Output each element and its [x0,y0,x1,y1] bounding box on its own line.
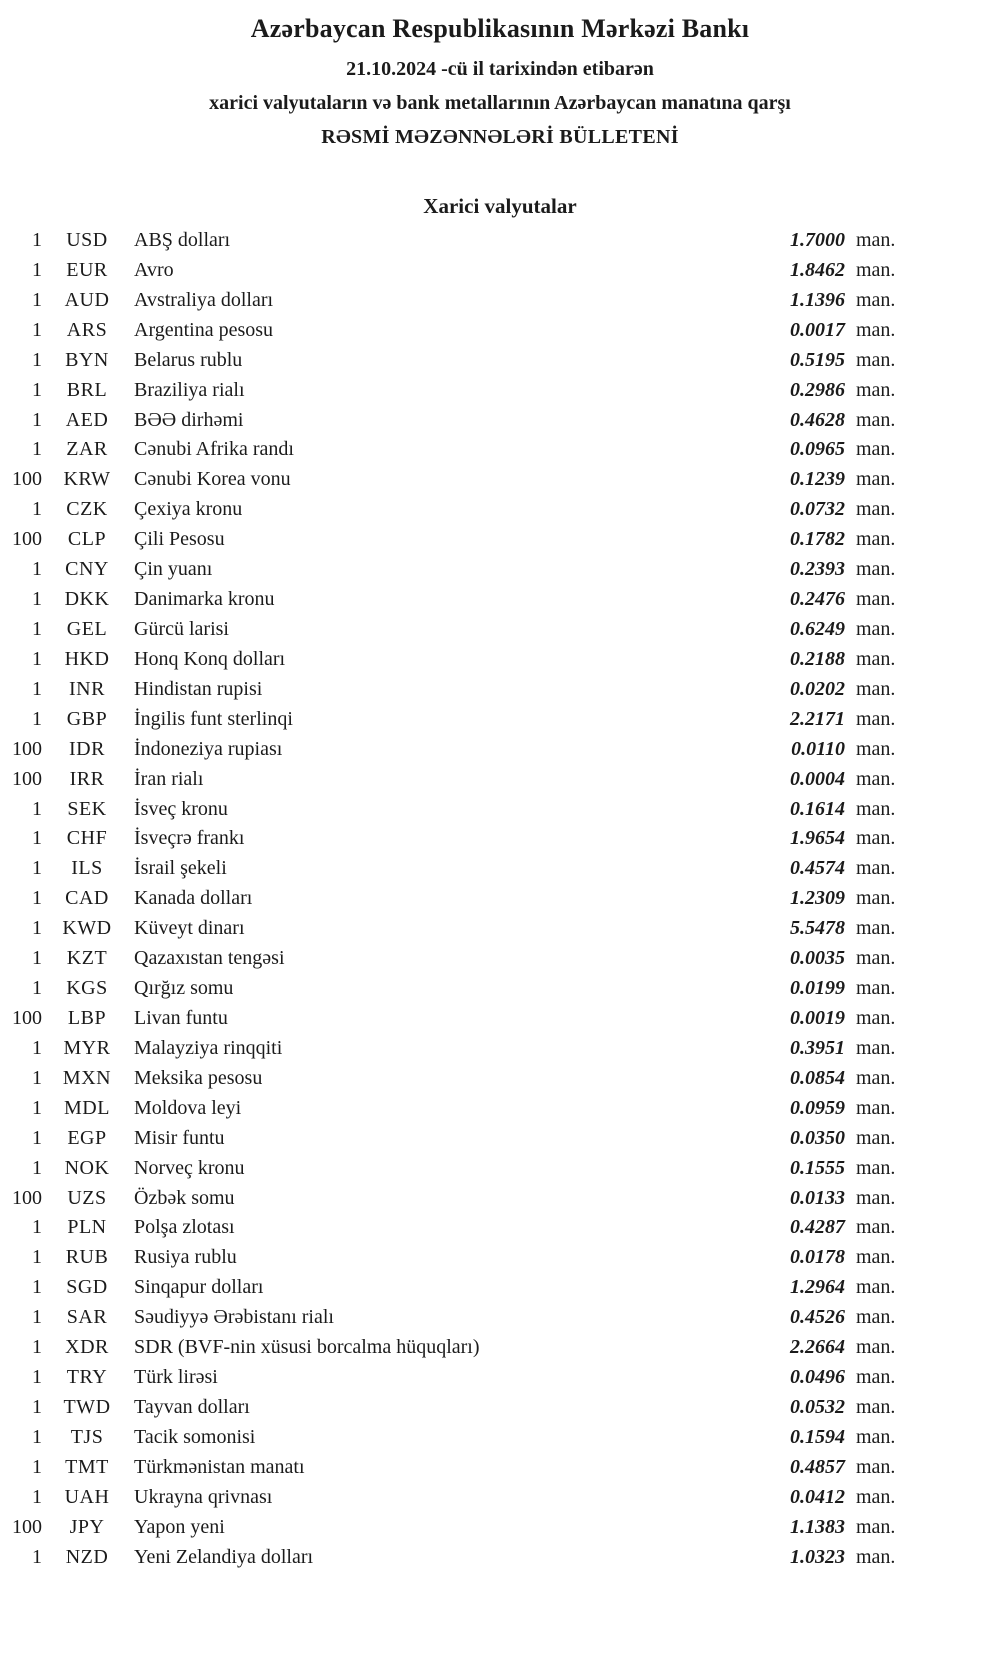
currency-rate: 1.1396 [790,288,845,311]
currency-name: Sinqapur dolları [134,1276,264,1299]
table-row [0,824,916,854]
currency-rate: 0.6249 [790,617,845,640]
currency-name: BƏƏ dirhəmi [134,408,244,431]
currency-qty: 1 [32,827,42,850]
currency-name: Avro [134,258,174,281]
currency-unit: man. [856,857,896,880]
table-row [0,1273,916,1303]
currency-qty: 1 [32,558,42,581]
table-row [0,465,916,495]
table-row [0,316,916,346]
currency-qty: 100 [12,737,42,760]
currency-rate: 0.2393 [790,558,845,581]
currency-code: IDR [69,737,105,760]
currency-unit: man. [856,1276,896,1299]
currency-unit: man. [856,1246,896,1269]
table-row [0,645,916,675]
currency-rate: 1.1383 [790,1515,845,1538]
currency-rate: 0.0496 [790,1366,845,1389]
currency-rate: 0.0004 [790,767,845,790]
currency-name: İran rialı [134,767,204,790]
currency-unit: man. [856,378,896,401]
currency-name: İsveç kronu [134,797,228,820]
currency-code: INR [69,677,105,700]
table-row [0,1543,916,1573]
currency-qty: 1 [32,977,42,1000]
table-row [0,1213,916,1243]
currency-qty: 1 [32,408,42,431]
currency-rate: 0.0965 [790,438,845,461]
table-row [0,525,916,555]
currency-unit: man. [856,1066,896,1089]
currency-rate: 0.0199 [790,977,845,1000]
currency-rate: 0.1555 [790,1156,845,1179]
currency-name: Meksika pesosu [134,1066,263,1089]
currency-unit: man. [856,1156,896,1179]
table-row [0,1333,916,1363]
table-row [0,1154,916,1184]
currency-name: Türkmənistan manatı [134,1455,305,1478]
table-row [0,1034,916,1064]
rates-table [0,226,916,1572]
currency-qty: 100 [12,1186,42,1209]
currency-rate: 1.2964 [790,1276,845,1299]
table-row [0,256,916,286]
currency-rate: 1.9654 [790,827,845,850]
currency-qty: 1 [32,1216,42,1239]
table-row [0,286,916,316]
table-row [0,615,916,645]
currency-code: NZD [65,1545,109,1568]
currency-unit: man. [856,977,896,1000]
currency-unit: man. [856,647,896,670]
table-row [0,495,916,525]
currency-name: Tacik somonisi [134,1425,256,1448]
currency-name: Tayvan dolları [134,1395,250,1418]
currency-qty: 1 [32,588,42,611]
currency-code: CNY [65,558,109,581]
currency-rate: 0.0133 [790,1186,845,1209]
currency-qty: 1 [32,887,42,910]
currency-name: Çexiya kronu [134,498,243,521]
currency-qty: 1 [32,1485,42,1508]
currency-rate: 2.2664 [790,1336,845,1359]
currency-qty: 1 [32,318,42,341]
currency-qty: 1 [32,1306,42,1329]
currency-code: ARS [66,318,108,341]
currency-qty: 1 [32,348,42,371]
table-row [0,675,916,705]
currency-code: KZT [66,947,108,970]
table-row [0,1423,916,1453]
currency-code: ILS [71,857,103,880]
currency-code: TJS [70,1425,104,1448]
section-title: Xarici valyutalar [423,194,577,218]
currency-code: KWD [62,917,112,940]
currency-code: TWD [63,1395,111,1418]
currency-code: ZAR [66,438,108,461]
currency-rate: 5.5478 [790,917,845,940]
currency-name: Yeni Zelandiya dolları [134,1545,314,1568]
currency-rate: 1.7000 [790,229,845,251]
currency-code: BRL [66,378,108,401]
currency-unit: man. [856,1395,896,1418]
currency-unit: man. [856,1096,896,1119]
currency-qty: 1 [32,1066,42,1089]
currency-name: Misir funtu [134,1126,225,1149]
currency-unit: man. [856,1126,896,1149]
currency-qty: 1 [32,1545,42,1568]
currency-code: TRY [66,1366,108,1389]
currency-unit: man. [856,468,896,491]
effective-date-line: 21.10.2024 -cü il tarixindən etibarən [346,58,654,80]
currency-unit: man. [856,707,896,730]
currency-qty: 1 [32,498,42,521]
table-row [0,346,916,376]
currency-qty: 1 [32,258,42,281]
currency-code: MDL [64,1096,110,1119]
currency-name: Norveç kronu [134,1156,245,1179]
currency-rate: 0.0202 [790,677,845,700]
currency-code: DKK [64,588,110,611]
currency-rate: 0.4574 [790,857,845,880]
currency-qty: 1 [32,229,42,251]
table-row [0,944,916,974]
currency-code: NOK [64,1156,110,1179]
currency-name: Səudiyyə Ərəbistanı rialı [134,1306,334,1329]
currency-rate: 0.0732 [790,498,845,521]
currency-code: EUR [66,258,108,281]
table-row [0,705,916,735]
currency-code: CLP [67,528,107,551]
currency-rate: 1.8462 [790,258,845,281]
currency-unit: man. [856,1455,896,1478]
currency-name: Malayziya rinqqiti [134,1036,283,1059]
currency-unit: man. [856,1485,896,1508]
table-row [0,1243,916,1273]
table-row [0,1064,916,1094]
currency-rate: 2.2171 [790,707,845,730]
currency-code: UAH [64,1485,110,1508]
currency-rate: 0.0110 [791,737,845,760]
currency-qty: 1 [32,677,42,700]
currency-name: İsveçrə frankı [134,827,245,850]
currency-rate: 0.1782 [790,528,845,551]
currency-rate: 0.1594 [790,1425,845,1448]
currency-unit: man. [856,1366,896,1389]
currency-rate: 0.4628 [790,408,845,431]
currency-name: ABŞ dolları [134,229,231,251]
table-row [0,1004,916,1034]
currency-code: LBP [67,1006,107,1029]
currency-code: MXN [62,1066,112,1089]
currency-name: Avstraliya dolları [134,288,274,311]
table-row [0,1303,916,1333]
currency-name: Cənubi Afrika randı [134,438,294,461]
currency-unit: man. [856,1186,896,1209]
currency-code: EGP [67,1126,107,1149]
currency-unit: man. [856,498,896,521]
scope-line: xarici valyutaların və bank metallarının Azərbaycan manatına qarşı [209,92,791,114]
currency-qty: 1 [32,1276,42,1299]
table-row [0,795,916,825]
currency-qty: 1 [32,1425,42,1448]
currency-name: SDR (BVF-nin xüsusi borcalma hüquqları) [134,1336,480,1359]
currency-rate: 0.0035 [790,947,845,970]
currency-code: CAD [65,887,109,910]
table-row [0,1513,916,1543]
currency-name: Çili Pesosu [134,528,225,551]
currency-qty: 1 [32,1336,42,1359]
currency-code: AED [65,408,109,431]
currency-qty: 1 [32,1096,42,1119]
currency-rate: 0.0412 [790,1485,845,1508]
currency-name: Moldova leyi [134,1096,242,1119]
table-row [0,435,916,465]
currency-name: İndoneziya rupiası [134,737,283,760]
currency-unit: man. [856,438,896,461]
table-row [0,406,916,436]
currency-qty: 1 [32,1395,42,1418]
currency-name: Cənubi Korea vonu [134,468,291,491]
currency-qty: 1 [32,917,42,940]
currency-rate: 0.0959 [790,1096,845,1119]
currency-name: Çin yuanı [134,558,213,581]
currency-qty: 1 [32,438,42,461]
currency-name: Belarus rublu [134,348,243,371]
currency-qty: 1 [32,1246,42,1269]
currency-rate: 1.2309 [790,887,845,910]
table-row [0,735,916,765]
currency-rate: 0.4857 [790,1455,845,1478]
table-row [0,974,916,1004]
currency-qty: 1 [32,378,42,401]
currency-rate: 0.5195 [790,348,845,371]
currency-rate: 0.4287 [790,1216,845,1239]
currency-code: SGD [66,1276,108,1299]
currency-unit: man. [856,558,896,581]
currency-unit: man. [856,588,896,611]
currency-name: Qazaxıstan tengəsi [134,947,285,970]
currency-qty: 1 [32,1455,42,1478]
currency-name: Özbək somu [134,1186,235,1209]
currency-code: KGS [66,977,108,1000]
currency-name: Livan funtu [134,1006,228,1029]
currency-unit: man. [856,617,896,640]
currency-unit: man. [856,887,896,910]
currency-unit: man. [856,737,896,760]
table-row [0,555,916,585]
table-row [0,226,916,256]
currency-rate: 0.0854 [790,1066,845,1089]
currency-name: Rusiya rublu [134,1246,237,1269]
currency-code: CZK [66,498,108,521]
table-row [0,914,916,944]
currency-code: MYR [63,1036,111,1059]
table-row [0,1094,916,1124]
currency-name: Qırğız somu [134,977,234,1000]
currency-rate: 1.0323 [790,1545,845,1568]
currency-qty: 1 [32,647,42,670]
table-row [0,1483,916,1513]
currency-qty: 100 [12,468,42,491]
currency-code: BYN [65,348,109,371]
currency-qty: 1 [32,857,42,880]
table-row [0,376,916,406]
currency-unit: man. [856,1306,896,1329]
currency-name: Türk lirəsi [134,1366,218,1389]
currency-name: Polşa zlotası [134,1216,235,1239]
currency-qty: 100 [12,1006,42,1029]
table-row [0,1453,916,1483]
currency-unit: man. [856,1515,896,1538]
currency-rate: 0.2986 [790,378,845,401]
currency-code: GBP [66,707,108,730]
currency-unit: man. [856,677,896,700]
table-row [0,1184,916,1214]
table-row [0,765,916,795]
currency-code: GEL [66,617,108,640]
currency-code: PLN [67,1216,107,1239]
currency-unit: man. [856,1036,896,1059]
currency-code: SAR [66,1306,108,1329]
currency-unit: man. [856,528,896,551]
currency-name: Danimarka kronu [134,588,275,611]
currency-name: Yapon yeni [134,1515,225,1538]
currency-qty: 1 [32,797,42,820]
currency-name: Küveyt dinarı [134,917,245,940]
currency-name: Kanada dolları [134,887,253,910]
currency-unit: man. [856,1425,896,1448]
table-row [0,1363,916,1393]
currency-name: Honq Konq dolları [134,647,286,670]
currency-rate: 0.0350 [790,1126,845,1149]
table-row [0,1124,916,1154]
table-row [0,1393,916,1423]
currency-code: RUB [65,1246,109,1269]
currency-unit: man. [856,229,896,251]
currency-name: Argentina pesosu [134,318,274,341]
currency-code: HKD [64,647,110,670]
currency-qty: 1 [32,707,42,730]
currency-qty: 1 [32,1366,42,1389]
currency-code: SEK [67,797,107,820]
currency-rate: 0.0019 [790,1006,845,1029]
currency-rate: 0.0178 [790,1246,845,1269]
currency-rate: 0.2476 [790,588,845,611]
currency-code: KRW [63,468,111,491]
currency-unit: man. [856,947,896,970]
currency-rate: 0.1239 [790,468,845,491]
table-row [0,854,916,884]
currency-rate: 0.0532 [790,1395,845,1418]
currency-unit: man. [856,258,896,281]
currency-rate: 0.2188 [790,647,845,670]
currency-rate: 0.1614 [790,797,845,820]
currency-rate: 0.3951 [790,1036,845,1059]
currency-qty: 100 [12,767,42,790]
currency-unit: man. [856,1216,896,1239]
table-row [0,585,916,615]
currency-qty: 1 [32,617,42,640]
currency-unit: man. [856,827,896,850]
bank-name: Azərbaycan Respublikasının Mərkəzi Bankı [250,14,750,43]
currency-code: XDR [65,1336,109,1359]
currency-rate: 0.4526 [790,1306,845,1329]
currency-qty: 1 [32,1036,42,1059]
currency-unit: man. [856,1006,896,1029]
currency-code: TMT [65,1455,109,1478]
currency-name: İsrail şekeli [134,857,227,880]
currency-name: Gürcü larisi [134,617,229,640]
currency-name: Ukrayna qrivnası [134,1485,273,1508]
currency-unit: man. [856,408,896,431]
currency-qty: 100 [12,528,42,551]
currency-code: UZS [67,1186,107,1209]
currency-unit: man. [856,348,896,371]
bulletin-title: RƏSMİ MƏZƏNNƏLƏRİ BÜLLETENİ [321,126,679,148]
currency-code: USD [66,229,108,251]
currency-code: JPY [69,1515,105,1538]
currency-name: İngilis funt sterlinqi [134,707,293,730]
currency-unit: man. [856,1336,896,1359]
currency-code: IRR [69,767,105,790]
currency-name: Hindistan rupisi [134,677,263,700]
currency-qty: 1 [32,1156,42,1179]
currency-name: Braziliya rialı [134,378,245,401]
currency-unit: man. [856,1545,896,1568]
currency-rate: 0.0017 [790,318,845,341]
currency-unit: man. [856,917,896,940]
currency-unit: man. [856,767,896,790]
currency-qty: 1 [32,288,42,311]
currency-unit: man. [856,318,896,341]
currency-unit: man. [856,288,896,311]
currency-qty: 100 [12,1515,42,1538]
currency-qty: 1 [32,947,42,970]
currency-code: AUD [64,288,110,311]
currency-unit: man. [856,797,896,820]
currency-qty: 1 [32,1126,42,1149]
table-row [0,884,916,914]
currency-code: CHF [66,827,108,850]
